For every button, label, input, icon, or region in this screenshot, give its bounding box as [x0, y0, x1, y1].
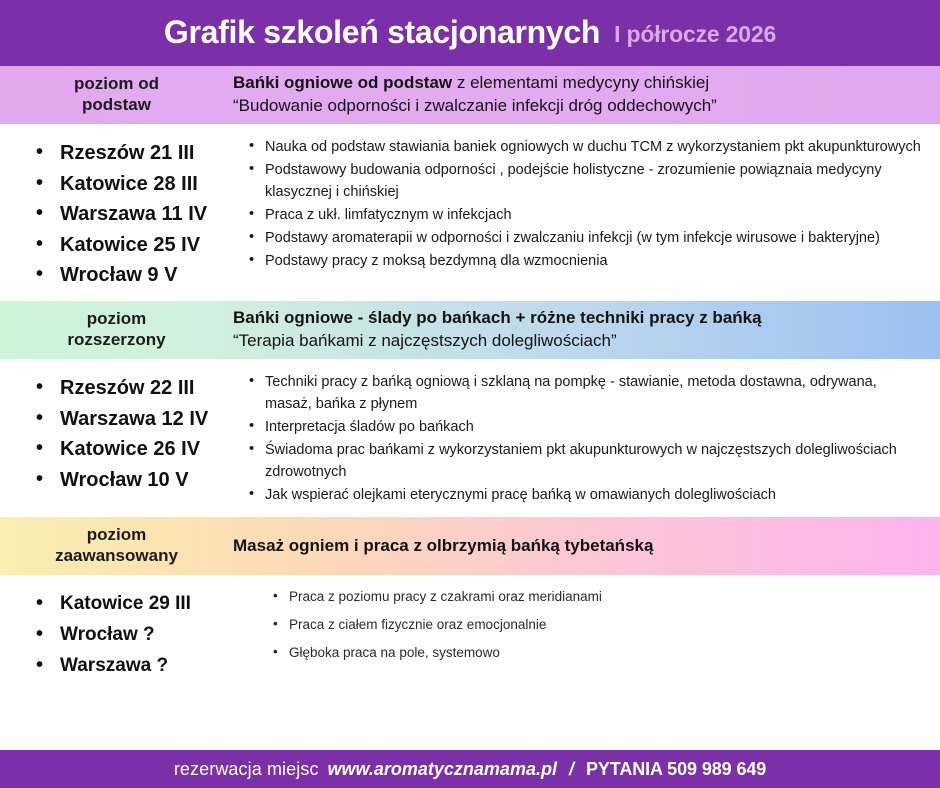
- section-extended-header: [0, 301, 940, 359]
- list-item: • Nauka od podstaw stawiania baniek ogniowych w duchu TCM z wykorzystaniem pkt akupunkturowych: [245, 136, 926, 158]
- list-item: • Interpretacja śladów po bańkach: [245, 416, 926, 438]
- list-item: • Podstawowy budowania odporności , podejście holistyczne - zrozumienie powiąznaia medycyny klasycznej i chińskiej: [245, 159, 926, 203]
- list-item: • Katowice 26 IV: [0, 434, 245, 465]
- section-basic-subtitle: “Budowanie odporności i zwalczanie infekcji dróg oddechowych”: [233, 96, 717, 115]
- list-item: • Głęboka praca na pole, systemowo: [269, 643, 926, 664]
- footer-phone-number[interactable]: PYTANIA 509 989 649: [585, 758, 767, 779]
- bottom-spacer: [0, 691, 940, 750]
- list-item: • Wrocław 10 V: [0, 465, 245, 496]
- list-item: • Katowice 28 III: [0, 169, 245, 200]
- section-advanced: [0, 517, 940, 691]
- level-label-line1: poziom: [86, 525, 147, 545]
- section-basic-topics-column: [245, 124, 940, 301]
- section-advanced-dates-column: [0, 575, 245, 691]
- section-extended-title-line: [233, 307, 930, 330]
- section-extended-body: [0, 359, 940, 517]
- section-extended-dates-list: [0, 373, 245, 495]
- level-label-line1: poziom: [86, 309, 147, 329]
- section-basic-title-line: [233, 72, 930, 95]
- list-item: • Rzeszów 22 III: [0, 373, 245, 404]
- page-title: Grafik szkoleń stacjonarnych: [163, 13, 601, 50]
- section-advanced-body: [0, 575, 940, 691]
- section-basic-header-text: [233, 68, 940, 122]
- list-item: • Warszawa ?: [0, 651, 245, 682]
- list-item: • Praca z poziomu pracy z czakrami oraz meridianami: [269, 587, 926, 608]
- footer-reservation-label: rezerwacja miejsc: [173, 758, 319, 779]
- footer-website-link[interactable]: www.aromatycznamama.pl: [327, 758, 557, 779]
- level-label-line2: podstaw: [82, 95, 151, 114]
- section-basic-header: [0, 66, 940, 124]
- section-extended-header-text: [233, 303, 940, 357]
- list-item: • Podstawy pracy z moksą bezdymną dla wzmocnienia: [245, 250, 926, 272]
- footer-separator: /: [568, 758, 574, 779]
- section-basic-title-rest: z elementami medycyny chińskiej: [452, 73, 710, 93]
- section-basic-dates-list: [0, 138, 245, 291]
- level-label-line1: poziom od: [74, 74, 159, 94]
- section-basic-level-label: [0, 70, 233, 119]
- section-advanced-topics-list: [269, 587, 926, 664]
- page-subtitle: I półrocze 2026: [614, 20, 777, 47]
- list-item: • Warszawa 11 IV: [0, 199, 245, 230]
- list-item: • Katowice 25 IV: [0, 230, 245, 261]
- level-label-line2: rozszerzony: [67, 329, 166, 349]
- section-basic-title-bold: Bańki ogniowe od podstaw: [233, 73, 453, 93]
- section-basic: [0, 66, 940, 301]
- list-item: • Techniki pracy z bańką ogniową i szklaną na pompkę - stawianie, metoda dostawna, odrywana, masaż, bańka z płynem: [245, 371, 926, 415]
- section-advanced-topics-column: [245, 575, 940, 691]
- section-basic-topics-list: [245, 136, 926, 272]
- list-item: • Wrocław 9 V: [0, 260, 245, 291]
- section-advanced-dates-list: [0, 589, 245, 681]
- list-item: • Warszawa 12 IV: [0, 404, 245, 435]
- list-item: • Praca z ciałem fizycznie oraz emocjonalnie: [269, 615, 926, 636]
- section-advanced-title-line: [233, 535, 930, 558]
- list-item: • Świadoma prac bańkami z wykorzystaniem pkt akupunkturowych w najczęstszych dolegliwościach zdrowotnych: [245, 439, 926, 483]
- section-extended-level-label: [0, 305, 233, 354]
- section-extended-topics-column: [245, 359, 940, 517]
- section-advanced-header-text: [233, 531, 940, 562]
- list-item: • Praca z ukł. limfatycznym w infekcjach: [245, 204, 926, 226]
- list-item: • Podstawy aromaterapii w odporności i zwalczaniu infekcji (w tym infekcje wirusowe i bakteryjne): [245, 227, 926, 249]
- section-advanced-level-label: [0, 521, 233, 570]
- level-label-line2: zaawansowany: [55, 546, 178, 566]
- list-item: • Jak wspierać olejkami eterycznymi pracę bańką w omawianych dolegliwościach: [245, 484, 926, 506]
- section-advanced-header: [0, 517, 940, 575]
- section-extended: [0, 301, 940, 517]
- list-item: • Katowice 29 III: [0, 589, 245, 620]
- section-extended-topics-list: [245, 371, 926, 506]
- section-extended-subtitle: “Terapia bańkami z najczęstszych dolegliwościach”: [233, 330, 617, 350]
- poster-header: [0, 0, 940, 66]
- section-extended-title-bold: Bańki ogniowe - ślady po bańkach + różne techniki pracy z bańką: [233, 308, 762, 328]
- section-basic-dates-column: [0, 124, 245, 301]
- poster-footer: [0, 750, 940, 788]
- section-basic-body: [0, 124, 940, 301]
- section-advanced-title-bold: Masaż ogniem i praca z olbrzymią bańką tybetańską: [233, 535, 654, 555]
- section-extended-dates-column: [0, 359, 245, 517]
- list-item: • Rzeszów 21 III: [0, 138, 245, 169]
- list-item: • Wrocław ?: [0, 620, 245, 651]
